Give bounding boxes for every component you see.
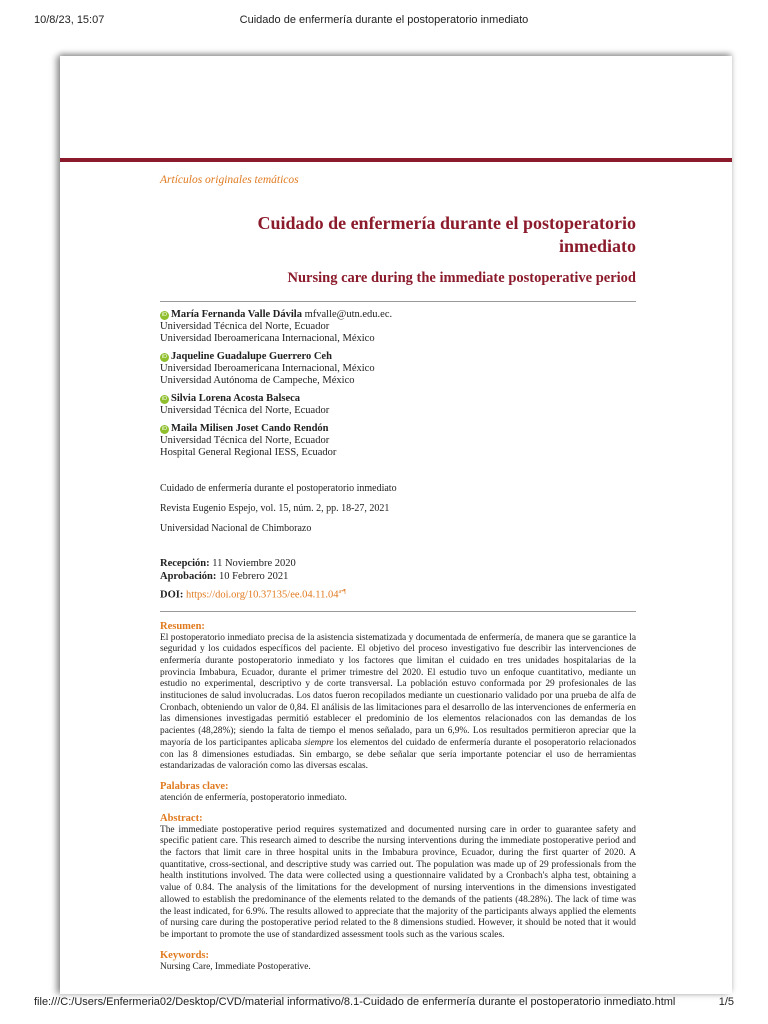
author-1 (160, 309, 636, 345)
print-footer (34, 996, 734, 1012)
doi-sup: a•¶ (338, 589, 346, 595)
keywords-text: Nursing Care, Immediate Postoperative. (160, 961, 311, 972)
publication-meta (160, 483, 636, 535)
article-title-es (160, 212, 636, 258)
resumen-text-a: El postoperatorio inmediato precisa de la asistencia sistematizada y documentada de enfermería, de manera que se garantice la seguridad y los cuidados específicos del paciente. El objetivo del proceso investigativo fue describir las intervenciones de enfermería durante postoperatorio inmediato y los factores que limitan el cuidado en tres unidades hospitalarias de la provincia Imbabura, Ecuador, durante el primer trimestre del 2020. El estudio tuvo un enfoque cuantitativo, mediante un estudio no experimental, descriptivo y de corte transversal. La población estuvo conformada por 29 profesionales de las instituciones de salud involucradas. Los datos fueron recopilados mediante un cuestionario validado por una prueba de alfa de Cronbach, obteniendo un valor de 0,84. El análisis de las limitaciones para el desarrollo de las intervenciones de enfermería en las dimensiones investigadas permitió establecer el predominio de los elementos relacionados con las demandas de los pacientes (48,28%); siendo la falta de tiempo el menos señalado, para un 6,9%. Los resultados permitieron apreciar que la mayoría de los participantes aplicaba (160, 632, 636, 748)
approval-label: Aprobación: (160, 571, 217, 582)
author-name: María Fernanda Valle Dávila (171, 309, 302, 320)
doi-line (160, 589, 636, 601)
resumen-text-b: los elementos del cuidado de enfermería durante el posoperatorio relacionados con las 8 dimensiones estudiadas. Sin embargo, se debe señalar que sería importante potenciar el uso de herramientas estandarizadas de valoración como las diversas escalas. (160, 737, 636, 772)
divider (160, 611, 636, 612)
keywords-heading: Keywords: (160, 949, 209, 961)
palabras-text: atención de enfermería, postoperatorio inmediato. (160, 792, 347, 803)
author-affiliation: Hospital General Regional IESS, Ecuador (160, 447, 337, 458)
author-4 (160, 423, 636, 459)
doi-label: DOI: (160, 589, 184, 601)
keywords-section (160, 950, 636, 974)
author-affiliation: Universidad Técnica del Norte, Ecuador (160, 435, 330, 446)
palabras-heading: Palabras clave: (160, 780, 229, 792)
file-path: file:///C:/Users/Enfermeria02/Desktop/CVD/material informativo/8.1-Cuidado de enfermería durante el postoperatorio inmediato.html (34, 996, 676, 1008)
document-page (60, 56, 732, 994)
print-title: Cuidado de enfermería durante el postoperatorio inmediato (239, 14, 529, 26)
abstract-text: The immediate postoperative period requires systematized and documented nursing care in order to guarantee safety and specific patient care. This research aimed to describe the nursing interventions during the immediate postoperative period and the factors that limit care in three hospital units in the Imbabura province, Ecuador, during the first quarter of 2020. A quantitative, cross-sectional, and descriptive study was carried out. The population was made up of 29 professionals from the health institutions involved. The data were collected using a questionnaire validated by a Cronbach's alpha test, obtaining a value of 0.84. The analysis of the limitations for the development of nursing interventions in the dimensions investigated allowed to establish the predominance of the elements related to the demands of the patients (48.28%). The lack of time was the least indicated, for 6.9%. The results allowed to appreciate that the majority of the participants always applied the elements of nursing care during the postoperative period related to the 8 dimensions studied. However, it should be noted that it would be important to promote the use of standardized assessment tools such as the various scales. (160, 824, 636, 940)
section-tag: Artículos originales temáticos (160, 174, 299, 186)
author-list (160, 309, 636, 459)
author-affiliation: Universidad Autónoma de Campeche, México (160, 375, 355, 386)
author-affiliation: Universidad Técnica del Norte, Ecuador (160, 321, 330, 332)
article-content (160, 174, 636, 973)
meta-journal: Revista Eugenio Espejo, vol. 15, núm. 2, pp. 18-27, 2021 (160, 503, 390, 514)
reception-date: 11 Noviembre 2020 (212, 558, 296, 569)
title-es-line2: inmediato (558, 236, 636, 256)
author-3 (160, 393, 636, 417)
abstract-section (160, 813, 636, 942)
author-affiliation: Universidad Iberoamericana Internacional, México (160, 333, 375, 344)
approval-date: 10 Febrero 2021 (219, 571, 289, 582)
reception-label: Recepción: (160, 558, 210, 569)
doi-link[interactable]: https://doi.org/10.37135/ee.04.11.04 (185, 589, 339, 601)
orcid-icon[interactable]: iD (161, 396, 168, 402)
author-name: Jaqueline Guadalupe Guerrero Ceh (171, 351, 332, 362)
author-name: Maila Milisen Joset Cando Rendón (171, 423, 329, 434)
author-affiliation: Universidad Técnica del Norte, Ecuador (160, 405, 330, 416)
divider (160, 301, 636, 302)
page-number: 1/5 (718, 996, 734, 1008)
article-title-en: Nursing care during the immediate postoperative period (287, 270, 636, 286)
author-name: Silvia Lorena Acosta Balseca (171, 393, 301, 404)
author-affiliation: Universidad Iberoamericana Internacional, México (160, 363, 375, 374)
resumen-text (160, 633, 636, 773)
title-es-line1: Cuidado de enfermería durante el postoperatorio (257, 213, 636, 233)
abstract-heading: Abstract: (160, 812, 203, 824)
header-rule (60, 158, 732, 162)
palabras-section (160, 781, 636, 805)
print-header (34, 14, 734, 30)
resumen-section (160, 621, 636, 773)
resumen-heading: Resumen: (160, 620, 205, 632)
orcid-icon[interactable]: iD (161, 426, 168, 432)
article-dates (160, 557, 636, 583)
orcid-icon[interactable]: iD (161, 312, 168, 318)
author-email: mfvalle@utn.edu.ec. (304, 309, 393, 320)
author-2 (160, 351, 636, 387)
resumen-emphasis: siempre (304, 737, 334, 748)
print-datetime: 10/8/23, 15:07 (34, 14, 105, 26)
meta-publisher: Universidad Nacional de Chimborazo (160, 523, 312, 534)
orcid-icon[interactable]: iD (161, 354, 168, 360)
meta-title: Cuidado de enfermería durante el postoperatorio inmediato (160, 483, 397, 494)
